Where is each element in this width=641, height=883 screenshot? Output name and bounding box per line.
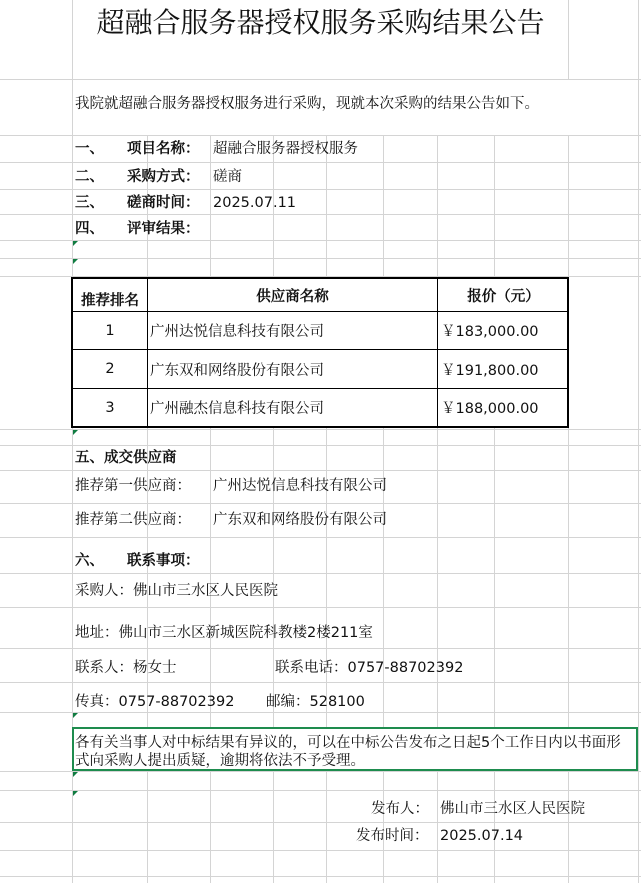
cell-comment-marker bbox=[73, 430, 78, 435]
contact-heading: 联系事项： bbox=[127, 553, 200, 569]
table-row-1-price: ￥183,000.00 bbox=[441, 324, 539, 340]
header-rank: 推荐排名 bbox=[81, 292, 139, 309]
objection-notice: 各有关当事人对中标结果有异议的，可以在中标公告发布之日起5个工作日内以书面形式向采购人提出质疑，逾期将依法不予受理。 bbox=[75, 735, 621, 769]
table-row-3-price: ￥188,000.00 bbox=[441, 401, 539, 417]
table-row-1-supplier: 广州达悦信息科技有限公司 bbox=[150, 324, 324, 340]
table-row-2-price: ￥191,800.00 bbox=[441, 362, 539, 379]
second-supplier-value: 广东双和网络股份有限公司 bbox=[213, 512, 387, 528]
selected-cell[interactable] bbox=[72, 727, 638, 771]
section-4-label: 评审结果： bbox=[127, 221, 200, 237]
table-row-2-supplier: 广东双和网络股份有限公司 bbox=[150, 362, 324, 379]
header-supplier: 供应商名称 bbox=[256, 288, 329, 305]
page-title-line1 bbox=[72, 3, 569, 43]
header-price: 报价（元） bbox=[467, 288, 540, 305]
publish-date-value: 2025.07.14 bbox=[440, 828, 524, 844]
postcode-text: 邮编：528100 bbox=[266, 694, 365, 710]
contact-phone-text: 联系电话：0757-88702392 bbox=[275, 660, 464, 676]
publisher-label: 发布人： bbox=[371, 801, 429, 817]
page-title: 超融合服务器授权服务采购结果公告 bbox=[96, 6, 545, 39]
fax-text: 传真：0757-88702392 bbox=[75, 694, 235, 710]
procurement-method-value: 磋商 bbox=[213, 169, 242, 185]
negotiation-date-value: 2025.07.11 bbox=[213, 195, 297, 211]
section-2-number: 二、 bbox=[75, 169, 104, 185]
section-2-label: 采购方式： bbox=[127, 169, 200, 185]
second-supplier-label: 推荐第二供应商： bbox=[75, 512, 191, 528]
cell-comment-marker bbox=[73, 241, 78, 246]
section-1-label: 项目名称： bbox=[127, 141, 200, 157]
publish-date-label: 发布时间： bbox=[356, 828, 429, 844]
award-heading: 五、成交供应商 bbox=[75, 450, 177, 466]
section-1-number: 一、 bbox=[75, 141, 104, 157]
table-row-3-rank: 3 bbox=[105, 399, 115, 416]
contact-person-text: 联系人：杨女士 bbox=[75, 660, 177, 676]
results-table bbox=[71, 277, 569, 428]
table-row-2-rank: 2 bbox=[105, 361, 115, 377]
publisher-value: 佛山市三水区人民医院 bbox=[440, 801, 585, 817]
section-3-label: 磋商时间： bbox=[127, 195, 200, 211]
section-3-number: 三、 bbox=[75, 195, 104, 211]
cell-comment-marker bbox=[73, 259, 78, 264]
cell-comment-marker bbox=[73, 791, 78, 796]
intro-paragraph: 我院就超融合服务器授权服务进行采购，现就本次采购的结果公告如下。 bbox=[75, 96, 539, 112]
cell-comment-marker bbox=[73, 713, 78, 718]
section-4-number: 四、 bbox=[75, 221, 104, 237]
contact-number: 六、 bbox=[75, 553, 104, 569]
first-supplier-value: 广州达悦信息科技有限公司 bbox=[213, 478, 387, 494]
project-name-value: 超融合服务器授权服务 bbox=[213, 141, 358, 157]
purchaser-text: 采购人：佛山市三水区人民医院 bbox=[75, 583, 278, 599]
first-supplier-label: 推荐第一供应商： bbox=[75, 478, 191, 494]
cell-comment-marker bbox=[73, 772, 78, 777]
address-text: 地址：佛山市三水区新城医院科教楼2楼211室 bbox=[75, 625, 373, 641]
table-row-3-supplier: 广州融杰信息科技有限公司 bbox=[150, 401, 324, 417]
table-row-1-rank: 1 bbox=[105, 322, 115, 339]
